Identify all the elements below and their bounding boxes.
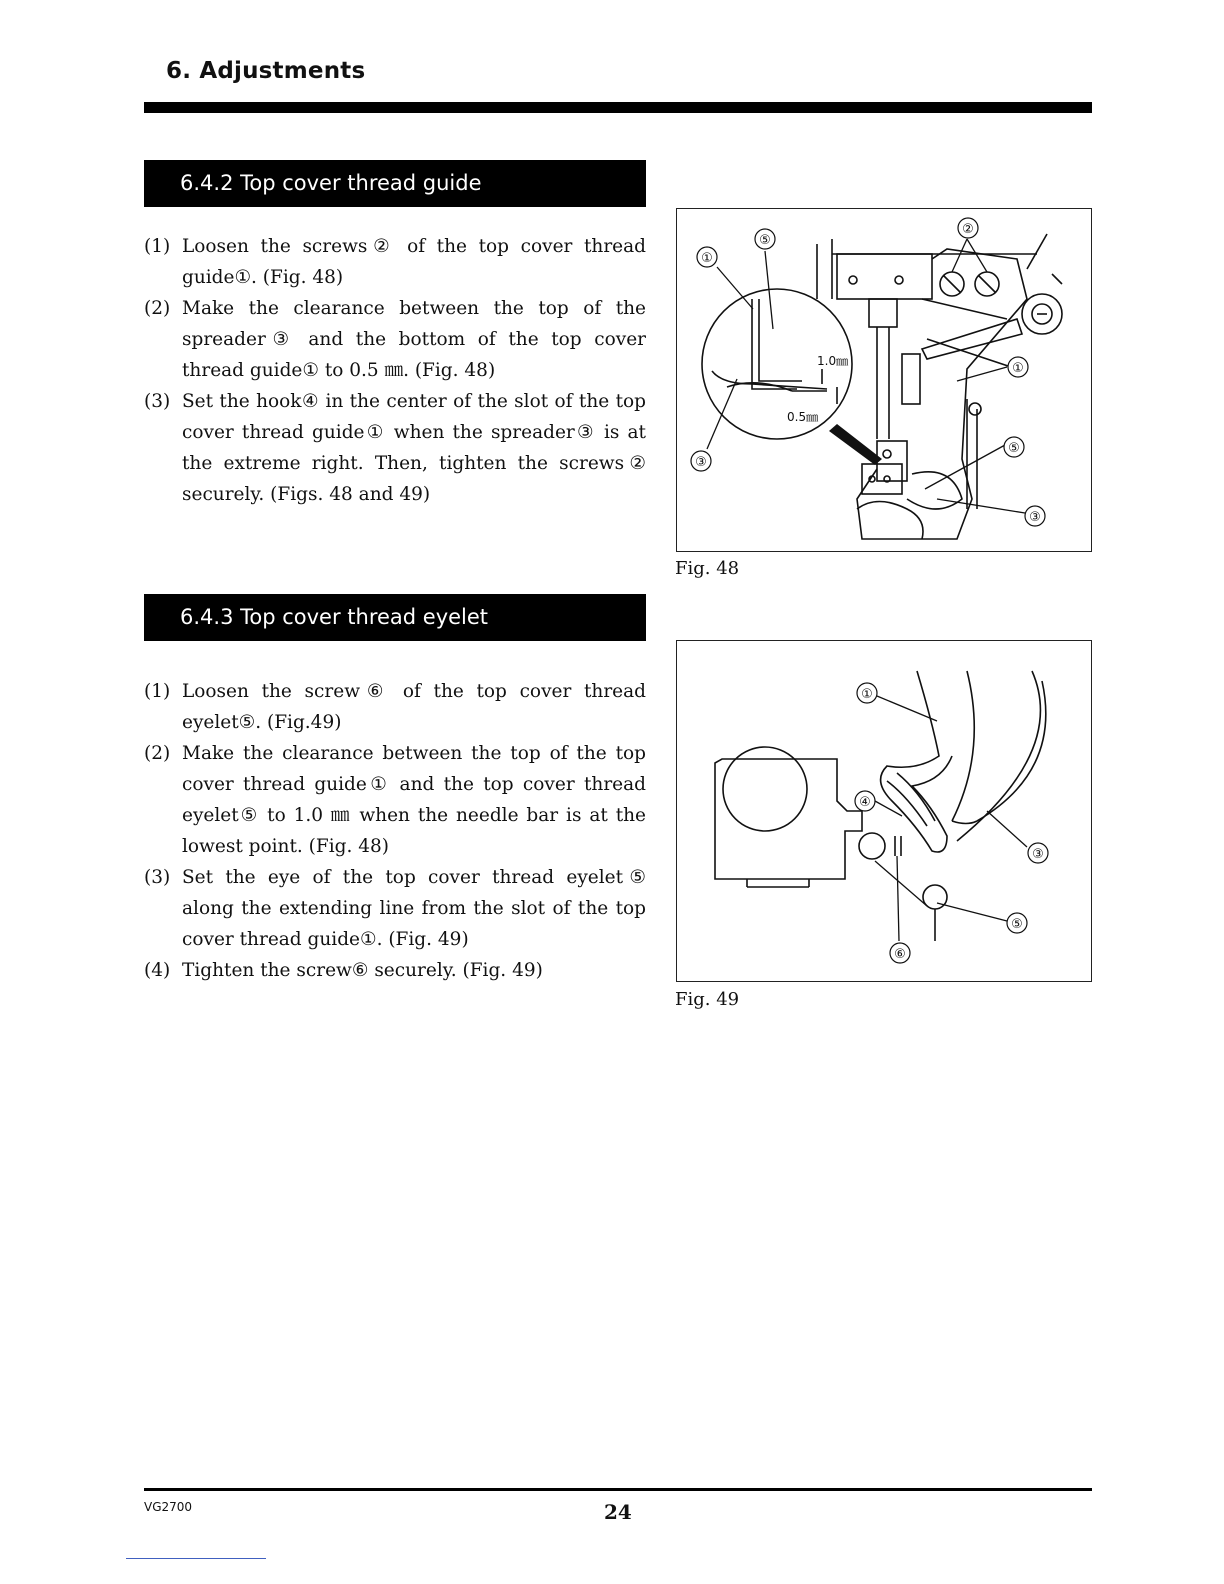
label-text: ⑤ xyxy=(1011,917,1023,932)
figure-49-caption: Fig. 49 xyxy=(675,989,740,1010)
section-title-top-cover-thread-eyelet: 6.4.3 Top cover thread eyelet xyxy=(144,594,646,641)
figure-48 xyxy=(676,208,1092,552)
page-number: 24 xyxy=(604,1500,632,1524)
label-text: ④ xyxy=(859,795,871,810)
section-title-top-cover-thread-guide: 6.4.2 Top cover thread guide xyxy=(144,160,646,207)
steps-list-thread-guide xyxy=(144,231,646,510)
figure-48-caption: Fig. 48 xyxy=(675,558,740,579)
label-text: ① xyxy=(861,687,873,702)
step-number: (4) xyxy=(144,960,171,981)
step-text: Make the clearance between the top of the top cover thread guide① and the top cover thread eyelet⑤ to 1.0 ㎜ when the needle bar is at the lowest point. (Fig. 48) xyxy=(182,743,646,857)
figure-49-drawing xyxy=(677,641,1090,980)
label-text: ③ xyxy=(695,455,707,470)
label-text: ② xyxy=(962,222,974,237)
label-text: ① xyxy=(1012,361,1024,376)
step-number: (2) xyxy=(144,298,171,319)
step-text: Make the clearance between the top of the spreader③ and the bottom of the top cover thread guide① to 0.5 ㎜. (Fig. 48) xyxy=(182,298,646,381)
step-text: Loosen the screws② of the top cover thread guide①. (Fig. 48) xyxy=(182,236,646,288)
step-item xyxy=(144,738,646,862)
label-text: ③ xyxy=(1032,847,1044,862)
step-item xyxy=(144,862,646,955)
label-text: ① xyxy=(701,251,713,266)
step-item xyxy=(144,955,646,986)
step-item xyxy=(144,231,646,293)
dimension-upper: 1.0㎜ xyxy=(817,354,849,368)
step-item xyxy=(144,676,646,738)
step-number: (2) xyxy=(144,743,171,764)
label-text: ③ xyxy=(1029,510,1041,525)
chapter-title: 6. Adjustments xyxy=(166,58,366,84)
model-number: VG2700 xyxy=(144,1500,193,1514)
step-text: Tighten the screw⑥ securely. (Fig. 49) xyxy=(182,960,543,981)
step-number: (3) xyxy=(144,867,171,888)
step-number: (1) xyxy=(144,681,171,702)
label-text: ⑤ xyxy=(1008,441,1020,456)
step-item xyxy=(144,386,646,510)
label-text: ⑤ xyxy=(759,233,771,248)
step-item xyxy=(144,293,646,386)
step-text: Set the hook④ in the center of the slot of the top cover thread guide① when the spreader③ is at the extreme right. Then, tighten the screws② securely. (Figs. 48 and 49) xyxy=(182,391,646,505)
link-underline xyxy=(126,1558,266,1559)
figure-49 xyxy=(676,640,1092,982)
header-rule xyxy=(144,102,1092,113)
footer-rule xyxy=(144,1488,1092,1491)
step-number: (1) xyxy=(144,236,171,257)
steps-list-thread-eyelet xyxy=(144,676,646,986)
magnifier-pointer xyxy=(829,424,882,465)
dimension-lower: 0.5㎜ xyxy=(787,410,819,424)
figure-48-drawing xyxy=(677,209,1090,550)
label-text: ⑥ xyxy=(894,947,906,962)
step-text: Set the eye of the top cover thread eyelet⑤ along the extending line from the slot of the top cover thread guide①. (Fig. 49) xyxy=(182,867,646,950)
step-text: Loosen the screw⑥ of the top cover thread eyelet⑤. (Fig.49) xyxy=(182,681,646,733)
step-number: (3) xyxy=(144,391,171,412)
